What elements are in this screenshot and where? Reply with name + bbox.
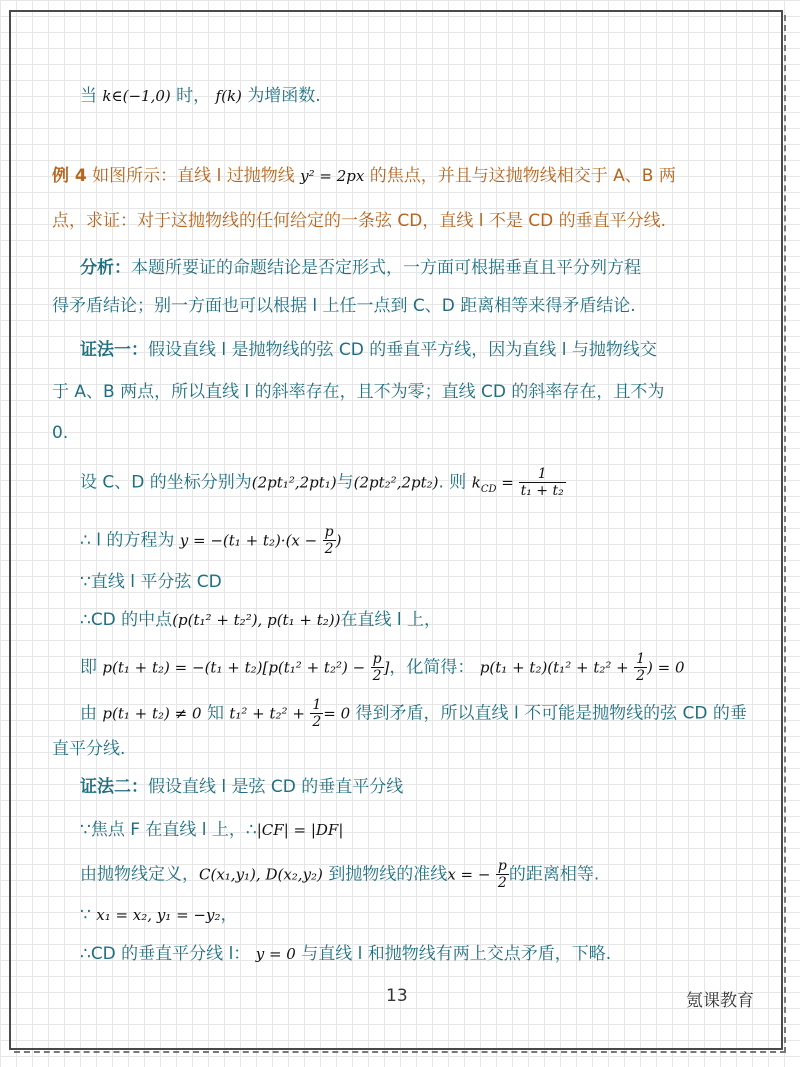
- proof1-line-3: 0.: [52, 423, 69, 443]
- step-midpoint: ∴CD 的中点(p(t₁² + t₂²), p(t₁ + t₂))在直线 l 上，: [80, 610, 441, 630]
- page-number: 13: [386, 986, 408, 1006]
- fraction: $\frac{p}{2}$: [372, 651, 382, 684]
- analysis-line-2: 得矛盾结论；别一方面也可以根据 l 上任一点到 C、D 距离相等来得矛盾结论.: [52, 296, 636, 316]
- step-conclusion: ∴CD 的垂直平分线 l： y = 0 与直线 l 和抛物线有两上交点矛盾，下略.: [80, 944, 612, 964]
- step-substitute: 即 p(t₁ + t₂) = −(t₁ + t₂)[p(t₁² + t₂²) − $\frac{p}{2}$ ]，化简得： p(t₁ + t₂)(t₁² + t₂² + $\frac{1}{2}$ ) = 0: [80, 651, 685, 684]
- step-contradiction-2: 直平分线.: [52, 739, 126, 759]
- step-symmetric: ∵ x₁ = x₂, y₁ = −y₂，: [80, 905, 238, 925]
- proof2-line-1: 证法二：假设直线 l 是弦 CD 的垂直平分线: [80, 777, 404, 797]
- brand-label: 氪课教育: [686, 991, 754, 1011]
- fraction: $\frac{1}{\text{t₁ + t₂}}$: [520, 466, 564, 499]
- intro-line: 当 k∈(−1,0) 时， f(k) 为增函数.: [80, 86, 321, 106]
- example-line-2: 点，求证：对于这抛物线的任何给定的一条弦 CD，直线 l 不是 CD 的垂直平分线.: [52, 211, 667, 231]
- fraction: $\frac{1}{2}$: [312, 697, 322, 730]
- fraction: $\frac{p}{2}$: [324, 524, 334, 557]
- step-line-equation: ∴ l 的方程为 y = −(t₁ + t₂)·(x − $\frac{p}{2}$ ): [80, 524, 342, 557]
- analysis-line-1: 分析：本题所要证的命题结论是否定形式，一方面可根据垂直且平分列方程: [80, 258, 641, 278]
- fraction: $\frac{1}{2}$: [636, 651, 646, 684]
- proof1-line-2: 于 A、B 两点，所以直线 l 的斜率存在，且不为零；直线 CD 的斜率存在，且不为: [52, 382, 665, 402]
- step-coordinates: 设 C、D 的坐标分别为(2pt₁²,2pt₁)与(2pt₂²,2pt₂). 则 $k_{CD}$ = $\frac{1}{\text{t₁ + t₂}}$: [80, 466, 564, 499]
- proof1-line-1: 证法一：假设直线 l 是抛物线的弦 CD 的垂直平方线，因为直线 l 与抛物线交: [80, 340, 657, 360]
- step-definition: 由抛物线定义，C(x₁,y₁), D(x₂,y₂) 到抛物线的准线x = − $\frac{p}{2}$ 的距离相等.: [80, 858, 600, 891]
- example-line-1: 例 4 如图所示：直线 l 过抛物线 y² = 2px 的焦点，并且与这抛物线相交于 A、B 两: [52, 166, 676, 186]
- fraction: $\frac{p}{2}$: [497, 858, 507, 891]
- step-focus: ∵焦点 F 在直线 l 上，∴|CF| = |DF|: [80, 820, 344, 840]
- step-contradiction: 由 p(t₁ + t₂) ≠ 0 知 t₁² + t₂² + $\frac{1}{2}$ = 0 得到矛盾，所以直线 l 不可能是抛物线的弦 CD 的垂: [80, 697, 747, 730]
- step-bisect: ∵直线 l 平分弦 CD: [80, 572, 222, 592]
